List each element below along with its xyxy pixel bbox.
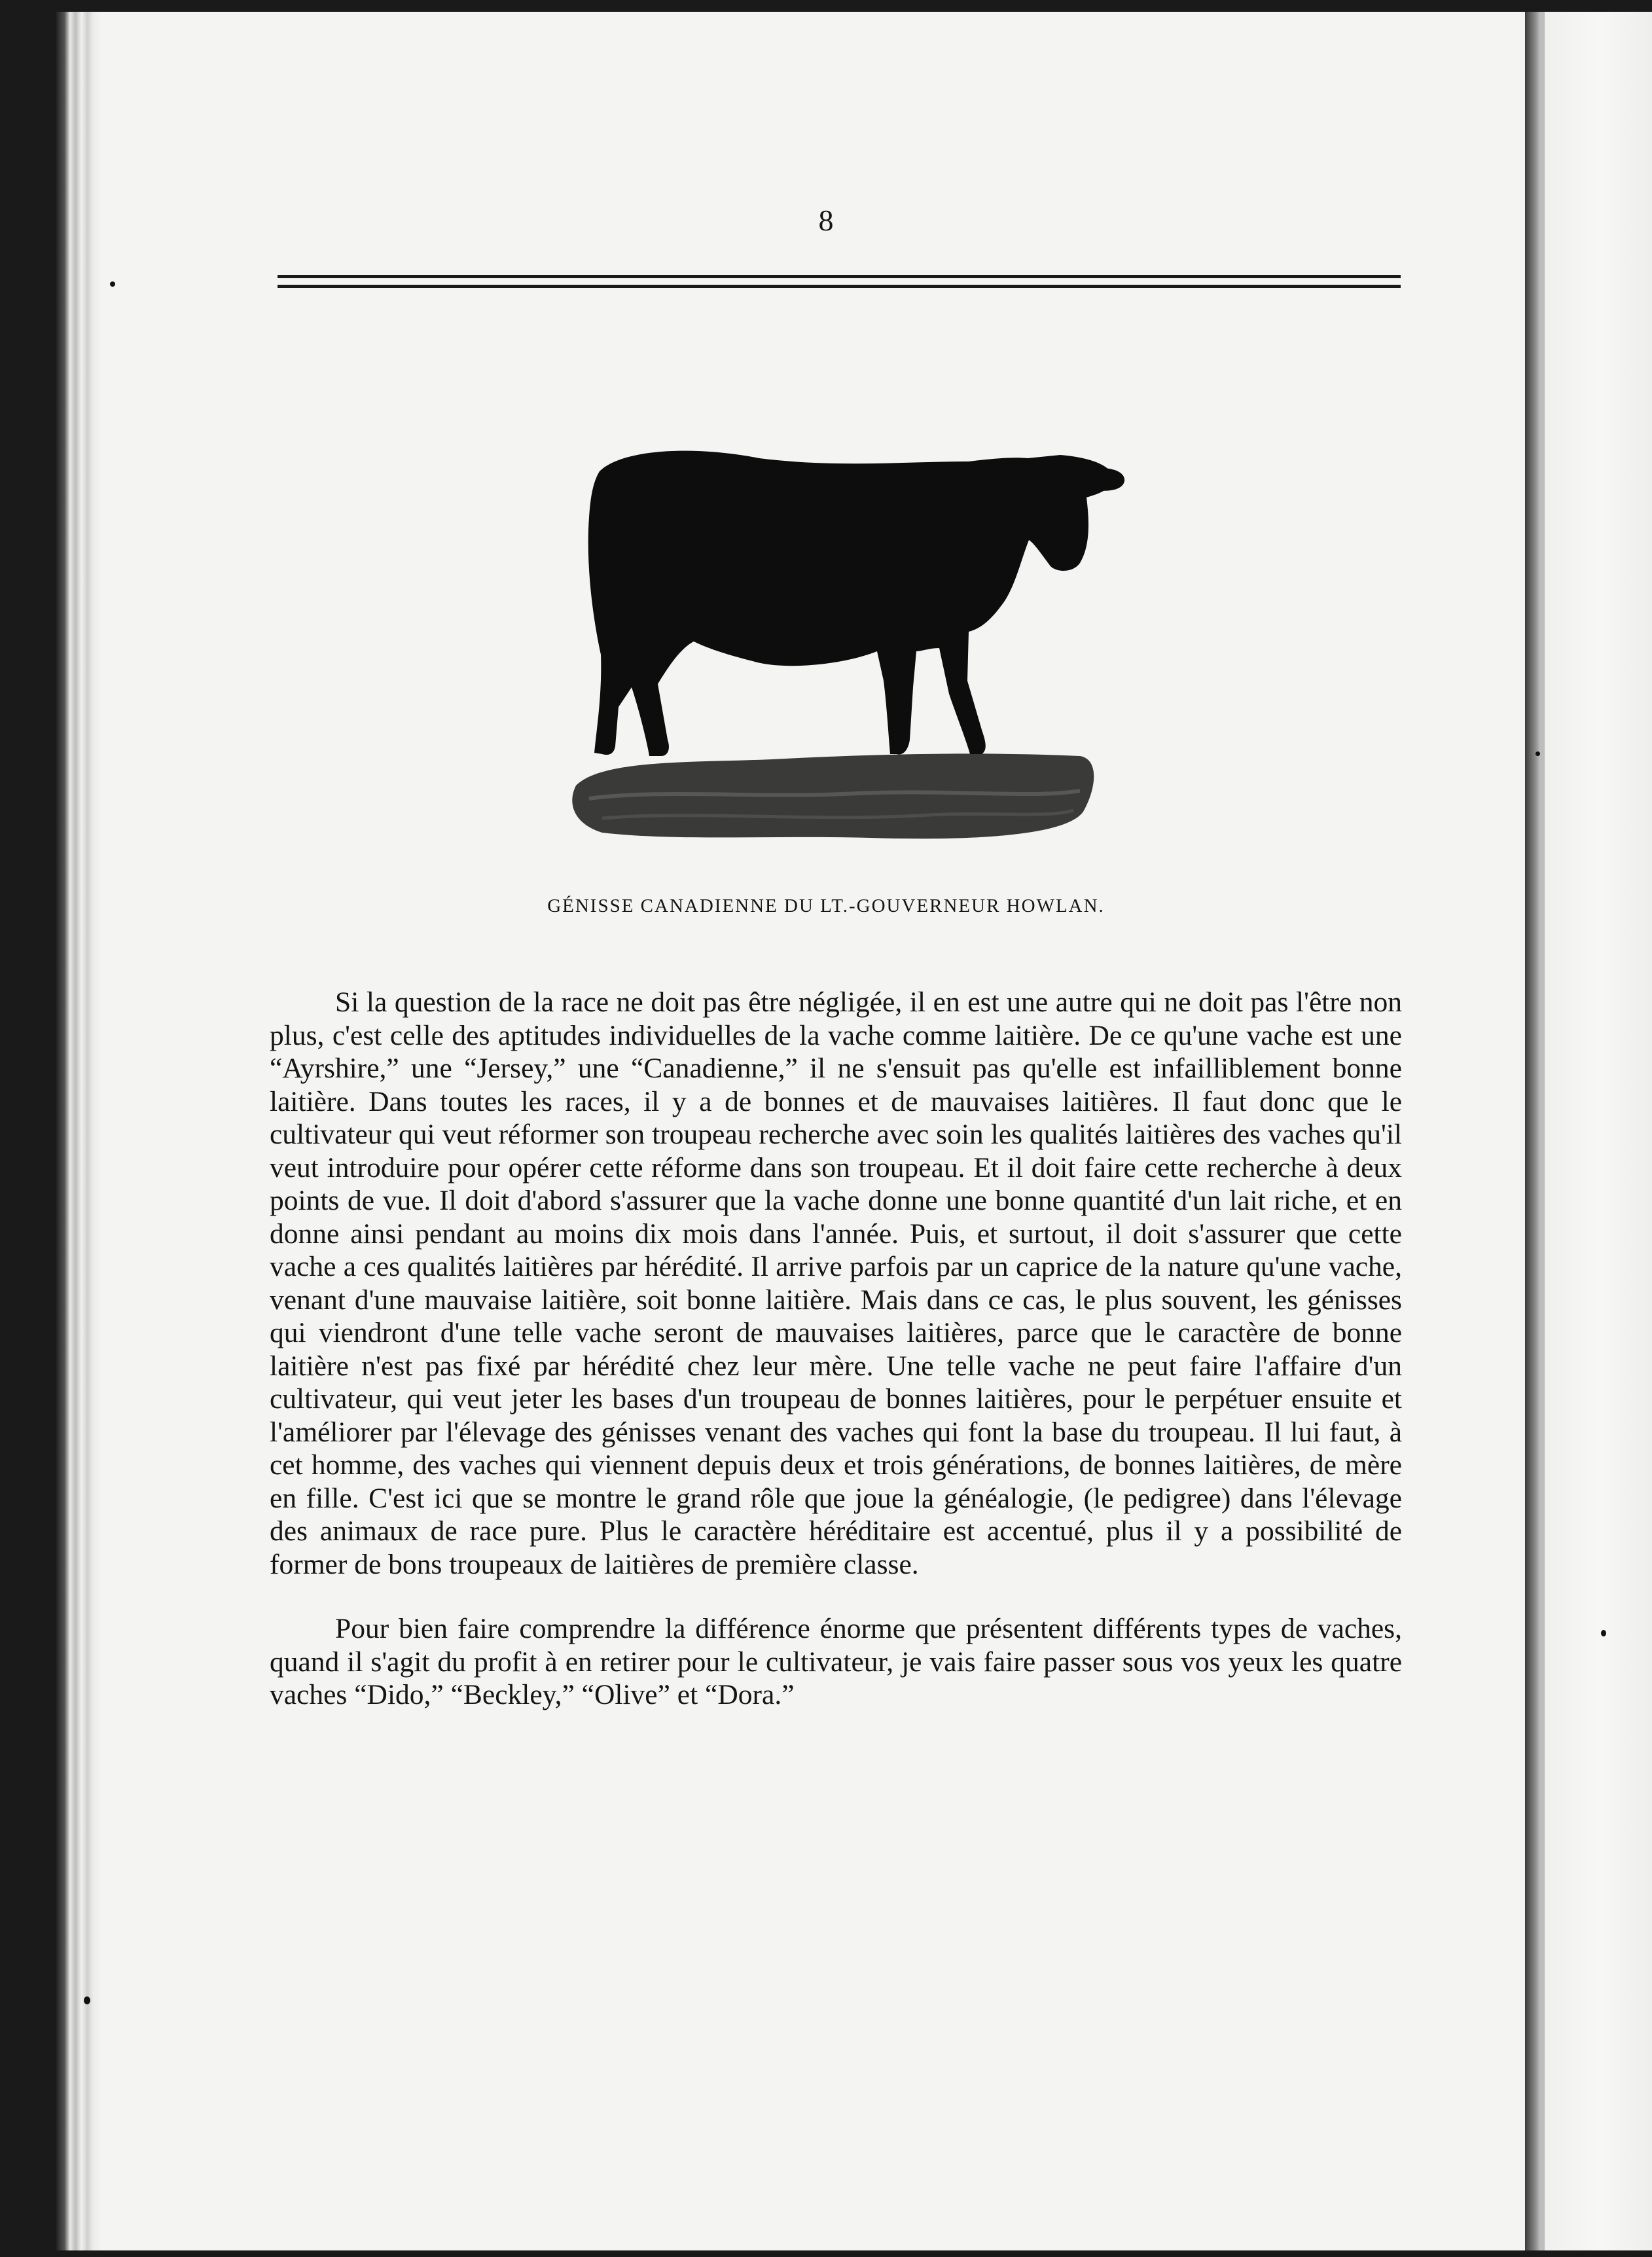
figure-caption: GÉNISSE CANADIENNE DU LT.-GOUVERNEUR HOWLAN. — [547, 895, 1105, 916]
cow-illustration — [563, 432, 1126, 851]
scan-speck — [84, 1996, 90, 2004]
scan-speck — [1535, 751, 1540, 756]
cow-silhouette — [588, 451, 1113, 756]
scan-speck — [1601, 1630, 1606, 1636]
book-spine — [56, 12, 102, 2250]
paragraph-2: Pour bien faire comprendre la différence énorme que présentent différents types de vaches, quand il s'agit du profit à en retirer pour le cultivateur, je vais faire passer sous vos yeux les quatre vaches “Dido,” “Beckley,” “Olive” et “Dora.” — [270, 1613, 1402, 1710]
page-number: 8 — [818, 204, 834, 237]
facing-page-edge — [1525, 12, 1652, 2250]
header-double-rule — [278, 275, 1401, 288]
body-text — [270, 986, 1402, 1743]
paragraph-1: Si la question de la race ne doit pas être négligée, il en est une autre qui ne doit pas l'être non plus, c'est celle des aptitudes individuelles de la vache comme laitière. De ce qu'une vache est une “Ayrshire,” une “Jersey,” une “Canadienne,” il ne s'ensuit pas qu'elle est infailliblement bonne laitière. Dans toutes les races, il y a de bonnes et de mauvaises laitières. Il faut donc que le cultivateur qui veut réformer son troupeau recherche avec soin les qualités laitières des vaches qu'il veut introduire pour opérer cette réforme dans son troupeau. Et il doit faire cette recherche à deux points de vue. Il doit d'abord s'assurer que la vache donne une bonne quantité d'un lait riche, et en donne ainsi pendant au moins dix mois dans l'année. Puis, et surtout, il doit s'assurer que cette vache a ces qualités laitières par hérédité. Il arrive parfois par un caprice de la nature qu'une vache, venant d'une mauvaise laitière, soit bonne laitière. Mais dans ce cas, le plus souvent, les génisses qui viendront d'une telle vache seront de mauvaises laitières, parce que le caractère de bonne laitière n'est pas fixé par hérédité chez leur mère. Une telle vache ne peut faire l'affaire d'un cultivateur, qui veut jeter les bases d'un troupeau de bonnes laitières, pour le perpétuer ensuite et l'améliorer par l'élevage des génisses venant des vaches qui font la base du troupeau. Il lui faut, à cet homme, des vaches qui viennent depuis deux et trois générations, de bonnes laitières, de mère en fille. C'est ici que se montre le grand rôle que joue la généalogie, (le pedigree) dans l'élevage des animaux de race pure. Plus le caractère héréditaire est accentué, plus il y a possibilité de former de bons troupeaux de laitières de première classe. — [270, 986, 1402, 1580]
scan-speck — [110, 281, 115, 287]
